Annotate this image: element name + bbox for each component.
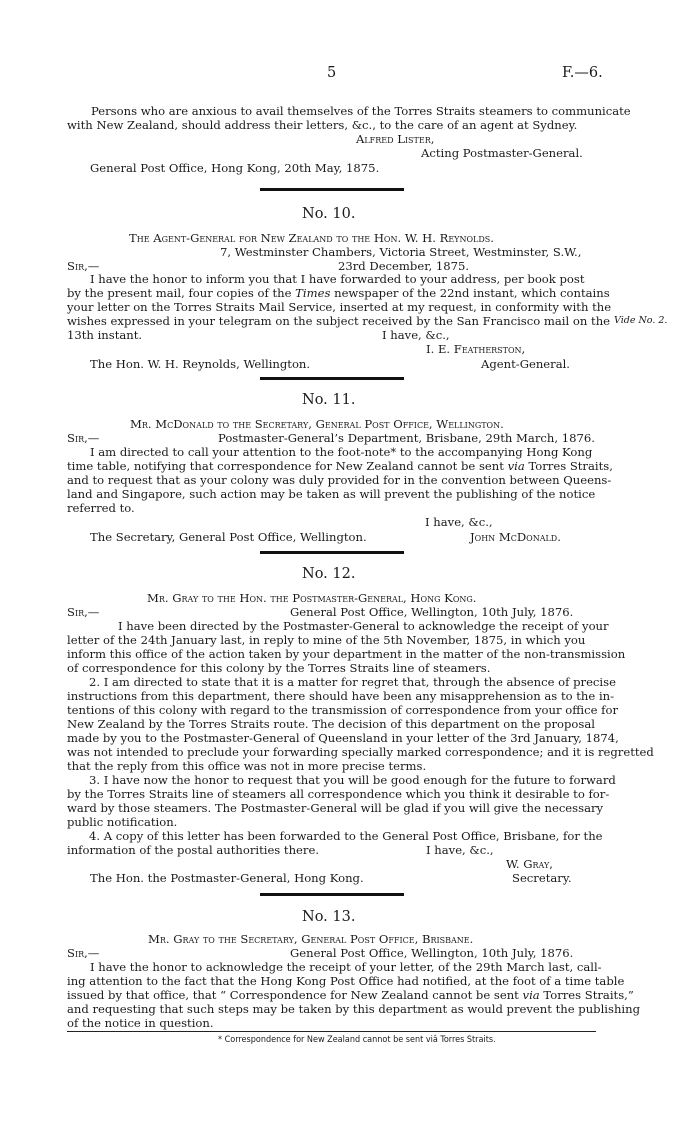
body-line: instructions from this department, there should have been any misapprehension as to the in- <box>67 689 615 703</box>
letter-address: 7, Westminster Chambers, Victoria Street, Westminster, S.W., <box>220 245 582 259</box>
section-divider <box>260 893 404 896</box>
letter-heading: Mr. Gray to the Secretary, General Post Office, Brisbane. <box>148 932 474 946</box>
body-line <box>67 459 613 473</box>
closing: I have, &c., <box>425 515 493 529</box>
salutation: Sir,— <box>67 259 100 273</box>
body-line: I am directed to call your attention to the foot-note* to the accompanying Hong Kong <box>90 445 593 459</box>
intro-line: with New Zealand, should address their letters, &c., to the care of an agent at Sydney. <box>67 118 578 132</box>
body-line: by the Torres Straits line of steamers all correspondence which you think it desirable to for- <box>67 787 610 801</box>
letter-heading: Mr. Gray to the Hon. the Postmaster-General, Hong Kong. <box>147 591 477 605</box>
closing: I have, &c., <box>382 328 450 342</box>
intro-signature-title: Acting Postmaster-General. <box>421 146 583 160</box>
body-line: 2. I am directed to state that it is a matter for regret that, through the absence of precise <box>89 675 616 689</box>
body-line: ing attention to the fact that the Hong Kong Post Office had notified, at the foot of a time table <box>67 974 625 988</box>
body-line: I have the honor to acknowledge the receipt of your letter, of the 29th March last, call- <box>90 960 602 974</box>
body-line: 4. A copy of this letter has been forwarded to the General Post Office, Brisbane, for the <box>89 829 603 843</box>
body-line: that the reply from this office was not in more precise terms. <box>67 759 427 773</box>
addressee: The Secretary, General Post Office, Wellington. <box>90 530 367 544</box>
body-line: I have the honor to inform you that I have forwarded to your address, per book post <box>90 272 585 286</box>
body-text: issued by that office, that “ Correspondence for New Zealand cannot be sent <box>67 988 519 1002</box>
intro-line: Persons who are anxious to avail themselves of the Torres Straits steamers to communicate <box>91 104 631 118</box>
body-line: referred to. <box>67 501 135 515</box>
body-line: public notification. <box>67 815 178 829</box>
footnote: * Correspondence for New Zealand cannot be sent viâ Torres Straits. <box>218 1035 496 1045</box>
signature-name: W. Gray, <box>506 857 553 871</box>
body-text: newspaper of the 22nd instant, which contains <box>334 286 610 300</box>
section-divider <box>260 551 404 554</box>
body-line: New Zealand by the Torres Straits route. The decision of this department on the proposal <box>67 717 595 731</box>
letter-address-date: Postmaster-General’s Department, Brisbane, 29th March, 1876. <box>218 431 595 445</box>
letter-heading: Mr. McDonald to the Secretary, General Post Office, Wellington. <box>130 417 504 431</box>
body-line: of the notice in question. <box>67 1016 214 1030</box>
page-number: 5 <box>327 65 337 81</box>
letter-address-date: General Post Office, Wellington, 10th July, 1876. <box>290 605 574 619</box>
letter-number: No. 13. <box>302 909 356 925</box>
signature-title: Secretary. <box>512 871 572 885</box>
salutation: Sir,— <box>67 431 100 445</box>
addressee: The Hon. the Postmaster-General, Hong Kong. <box>90 871 364 885</box>
body-line: was not intended to preclude your forwarding specially marked correspondence; and it is regretted <box>67 745 654 759</box>
via-italic: via <box>522 988 540 1002</box>
body-line: letter of the 24th January last, in reply to mine of the 5th November, 1875, in which you <box>67 633 586 647</box>
salutation: Sir,— <box>67 605 100 619</box>
via-italic: via <box>507 459 525 473</box>
body-line: tentions of this colony with regard to the transmission of correspondence from your office for <box>67 703 618 717</box>
body-text: Torres Straits, <box>528 459 613 473</box>
body-line: land and Singapore, such action may be taken as will prevent the publishing of the notice <box>67 487 596 501</box>
letter-number: No. 10. <box>302 206 356 222</box>
body-line: and requesting that such steps may be taken by this department as would prevent the publishing <box>67 1002 641 1016</box>
letter-date: 23rd December, 1875. <box>338 259 470 273</box>
intro-signature-name: Alfred Lister, <box>356 132 435 146</box>
signature-title: Agent-General. <box>481 357 570 371</box>
body-line: your letter on the Torres Straits Mail Service, inserted at my request, in conformity with the <box>67 300 612 314</box>
letter-address-date: General Post Office, Wellington, 10th July, 1876. <box>290 946 574 960</box>
body-line: 3. I have now the honor to request that you will be good enough for the future to forward <box>89 773 616 787</box>
body-line: of correspondence for this colony by the Torres Straits line of steamers. <box>67 661 491 675</box>
letter-number: No. 11. <box>302 392 356 408</box>
body-line <box>67 286 610 300</box>
closing: I have, &c., <box>426 843 494 857</box>
salutation: Sir,— <box>67 946 100 960</box>
letter-heading: The Agent-General for New Zealand to the Hon. W. H. Reynolds. <box>129 231 494 245</box>
body-line: information of the postal authorities there. <box>67 843 320 857</box>
body-text: by the present mail, four copies of the <box>67 286 292 300</box>
body-line: wishes expressed in your telegram on the subject received by the San Francisco mail on the <box>67 314 611 328</box>
body-text: Torres Straits,” <box>543 988 634 1002</box>
body-line <box>67 988 634 1002</box>
footnote-rule <box>67 1031 596 1032</box>
body-line: I have been directed by the Postmaster-General to acknowledge the receipt of your <box>118 619 609 633</box>
newspaper-title: Times <box>295 286 331 300</box>
document-reference: F.—6. <box>562 65 603 81</box>
signature-name: I. E. Featherston, <box>426 342 526 356</box>
letter-number: No. 12. <box>302 566 356 582</box>
addressee: The Hon. W. H. Reynolds, Wellington. <box>90 357 311 371</box>
section-divider <box>260 377 404 380</box>
body-line: ward by those steamers. The Postmaster-General will be glad if you will give the necessary <box>67 801 604 815</box>
body-line: inform this office of the action taken by your department in the matter of the non-transmission <box>67 647 626 661</box>
margin-note: Vide No. 2. <box>614 315 668 326</box>
intro-place-date: General Post Office, Hong Kong, 20th May, 1875. <box>90 161 380 175</box>
body-line: 13th instant. <box>67 328 143 342</box>
body-text: time table, notifying that correspondence for New Zealand cannot be sent <box>67 459 504 473</box>
signature-name: John McDonald. <box>470 530 561 544</box>
section-divider <box>260 188 404 191</box>
body-line: made by you to the Postmaster-General of Queensland in your letter of the 3rd January, 1874, <box>67 731 619 745</box>
body-line: and to request that as your colony was duly provided for in the convention between Queens- <box>67 473 612 487</box>
